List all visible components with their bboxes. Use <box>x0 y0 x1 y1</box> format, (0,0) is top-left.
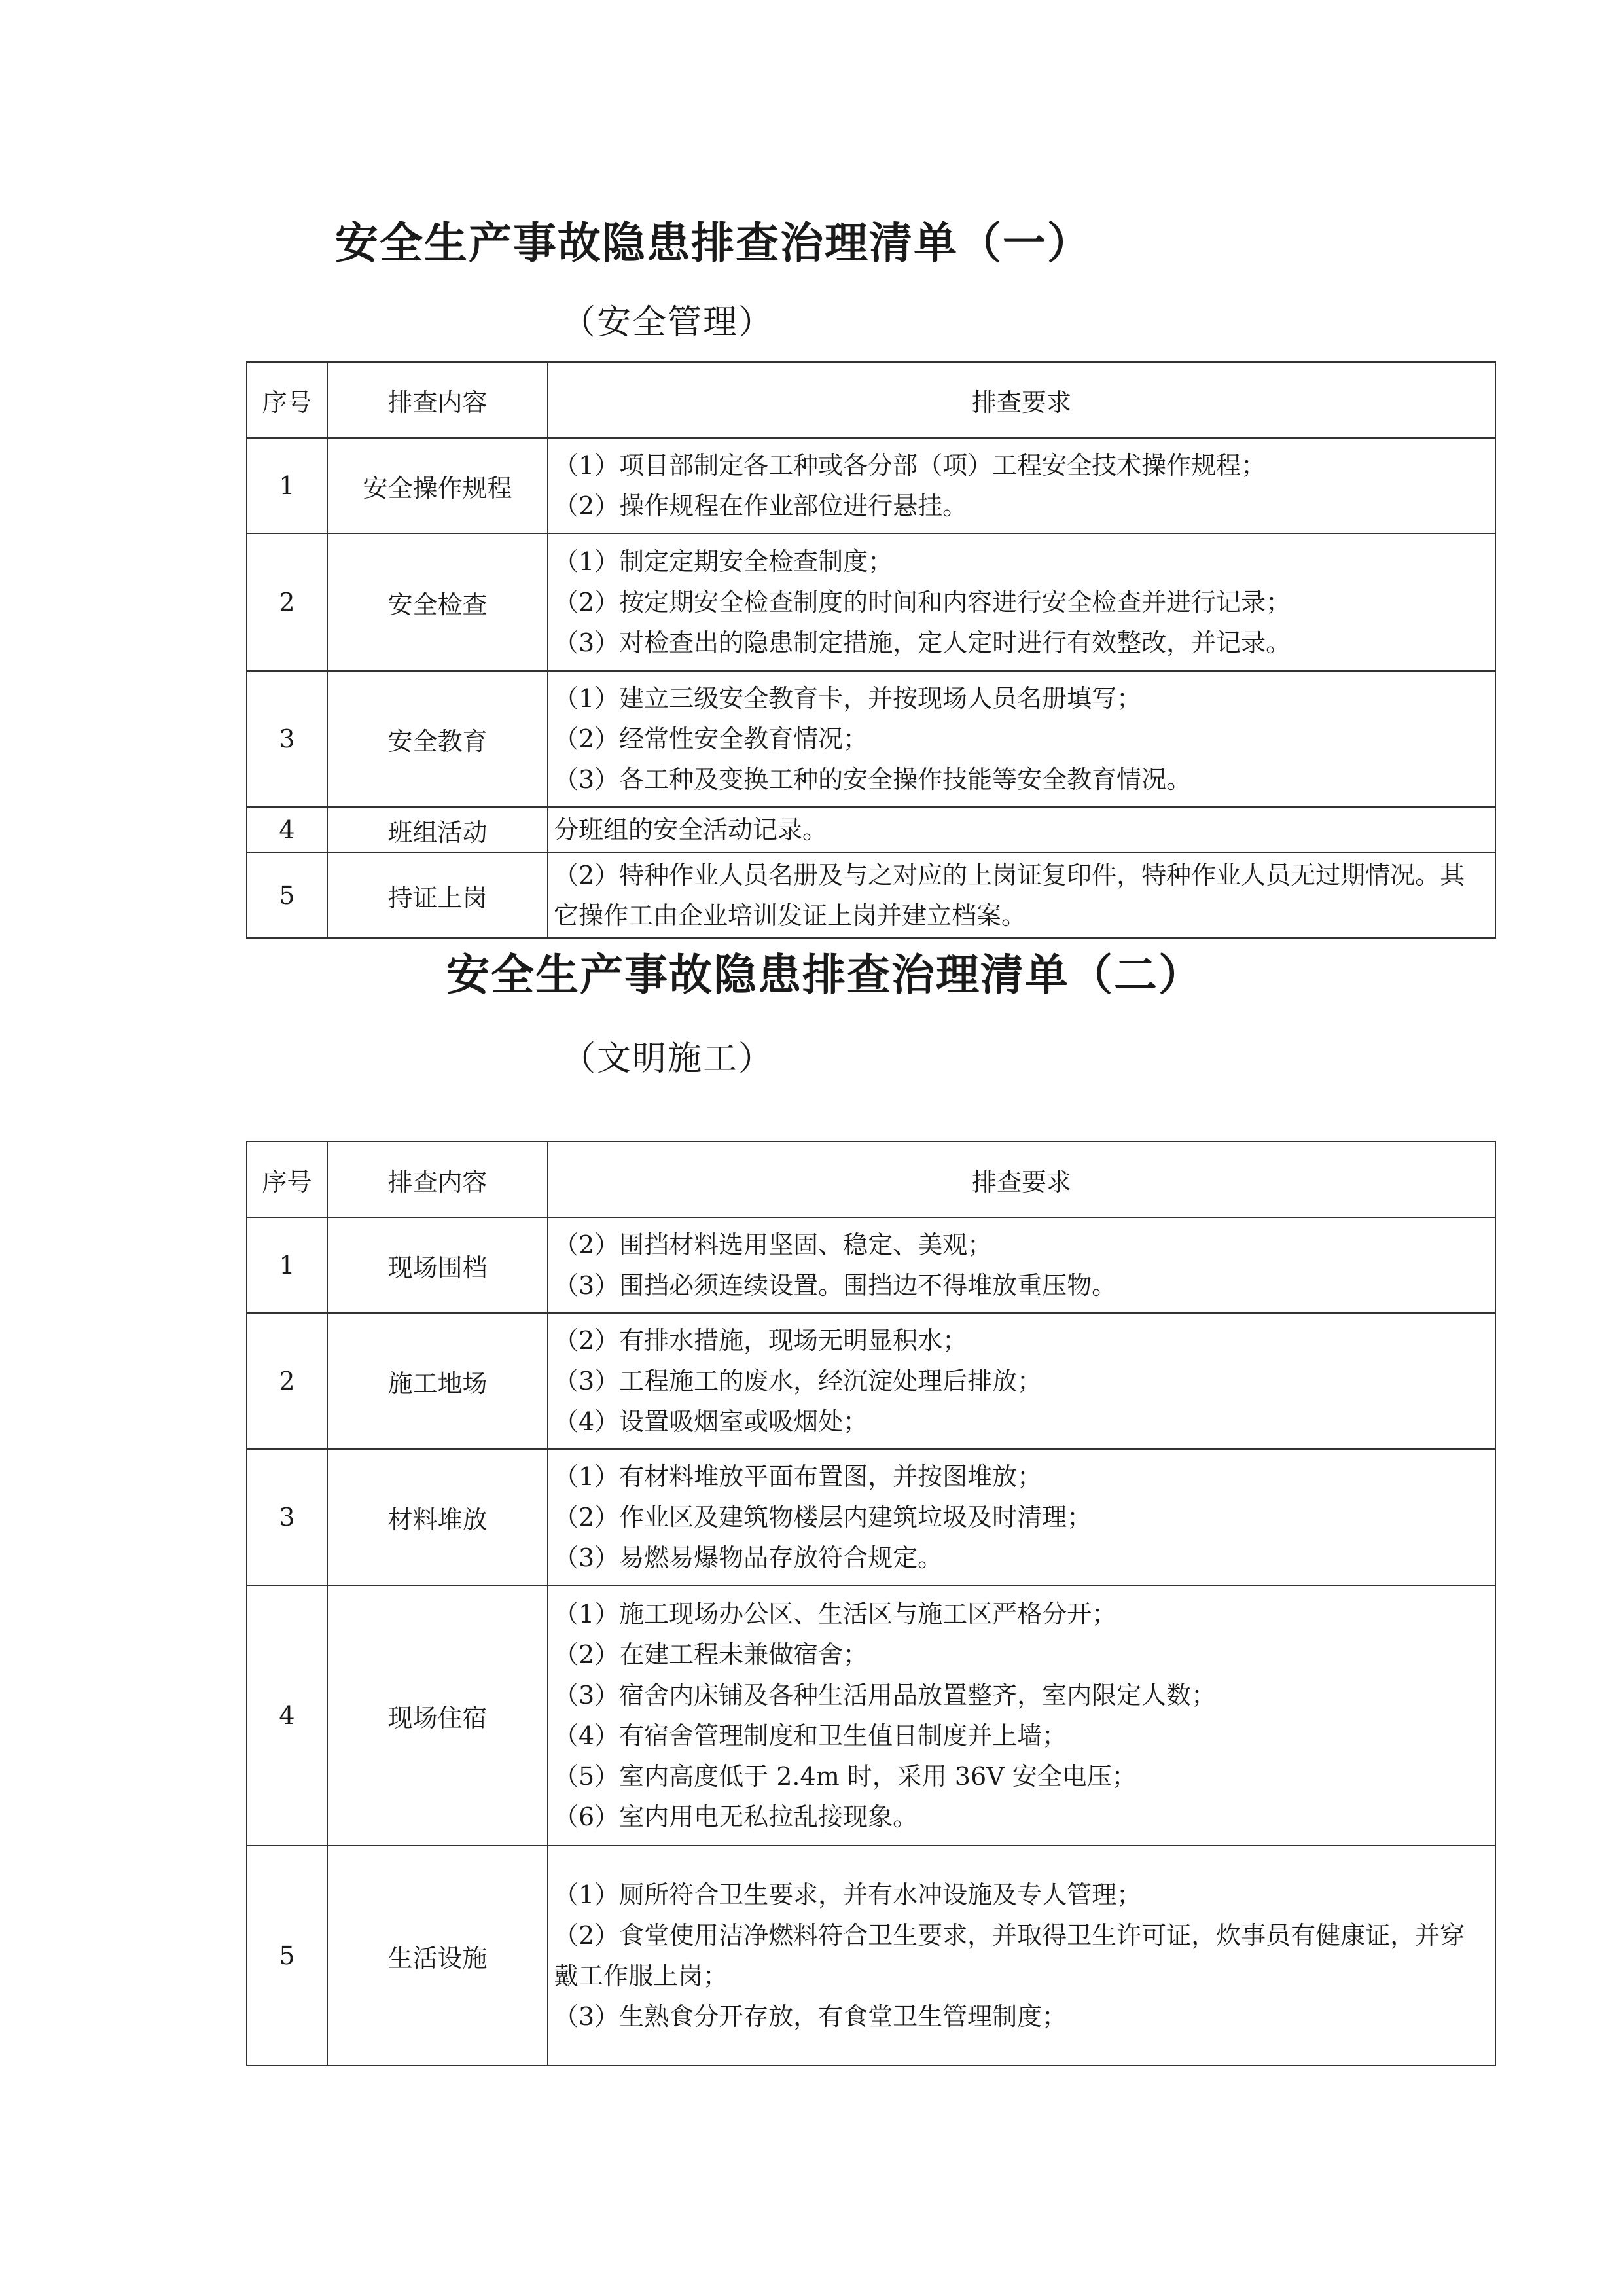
section-2-subtitle: （文明施工） <box>561 1039 774 1079</box>
table-row <box>247 1585 1495 1846</box>
section-2-table <box>246 1141 1496 2066</box>
row-requirement <box>548 438 1495 533</box>
row-no: 2 <box>247 1313 327 1449</box>
row-item: 材料堆放 <box>327 1449 548 1585</box>
row-no: 3 <box>247 671 327 807</box>
requirement-line: （3）各工种及变换工种的安全操作技能等安全教育情况。 <box>554 765 1192 794</box>
table-row <box>247 1313 1495 1449</box>
row-requirement <box>548 1585 1495 1846</box>
row-requirement <box>548 1217 1495 1313</box>
section-1-subtitle: （安全管理） <box>561 303 774 342</box>
row-requirement <box>548 533 1495 671</box>
requirement-line: （6）室内用电无私拉乱接现象。 <box>554 1803 918 1831</box>
requirement-line: （3）生熟食分开存放，有食堂卫生管理制度； <box>554 2002 1067 2031</box>
requirement-line: （3）工程施工的废水，经沉淀处理后排放； <box>554 1367 1043 1395</box>
row-no: 4 <box>247 807 327 853</box>
table-row <box>247 1846 1495 2066</box>
requirement-line: （2）特种作业人员名册及与之对应的上岗证复印件，特种作业人员无过期情况。其它操作工由企业培训发证上岗并建立档案。 <box>554 861 1465 930</box>
row-requirement <box>548 1313 1495 1449</box>
requirement-line: （2）有排水措施，现场无明显积水； <box>554 1326 968 1355</box>
table-header-row <box>247 362 1495 438</box>
requirement-line: （2）作业区及建筑物楼层内建筑垃圾及时清理； <box>554 1503 1092 1532</box>
row-item: 现场围档 <box>327 1217 548 1313</box>
row-item: 施工地场 <box>327 1313 548 1449</box>
row-requirement <box>548 671 1495 807</box>
requirement-line: （3）宿舍内床铺及各种生活用品放置整齐，室内限定人数； <box>554 1681 1217 1710</box>
row-no: 5 <box>247 1846 327 2066</box>
row-item: 安全操作规程 <box>327 438 548 533</box>
requirement-line: （2）围挡材料选用坚固、稳定、美观； <box>554 1230 993 1259</box>
section-1-table <box>246 361 1496 939</box>
requirement-line: （1）项目部制定各工种或各分部（项）工程安全技术操作规程； <box>554 451 1266 480</box>
table-header-row <box>247 1141 1495 1217</box>
requirement-line: （1）建立三级安全教育卡，并按现场人员名册填写； <box>554 684 1142 713</box>
header-no: 序号 <box>247 362 327 438</box>
table-row <box>247 1449 1495 1585</box>
requirement-line: （5）室内高度低于 2.4m 时，采用 36V 安全电压； <box>554 1762 1137 1791</box>
requirement-line: （3）易燃易爆物品存放符合规定。 <box>554 1543 943 1572</box>
header-item: 排查内容 <box>327 1141 548 1217</box>
requirement-line: （4）有宿舍管理制度和卫生值日制度并上墙； <box>554 1721 1067 1750</box>
row-no: 1 <box>247 438 327 533</box>
section-2-title: 安全生产事故隐患排查治理清单（二） <box>446 950 1203 1000</box>
requirement-line: （1）有材料堆放平面布置图，并按图堆放； <box>554 1462 1043 1491</box>
requirement-line: （1）厕所符合卫生要求，并有水冲设施及专人管理； <box>554 1880 1142 1909</box>
requirement-line: （2）操作规程在作业部位进行悬挂。 <box>554 492 968 520</box>
row-no: 1 <box>247 1217 327 1313</box>
header-no: 序号 <box>247 1141 327 1217</box>
table-row <box>247 671 1495 807</box>
table-row <box>247 533 1495 671</box>
row-no: 3 <box>247 1449 327 1585</box>
row-requirement <box>548 807 1495 853</box>
requirement-line: （2）按定期安全检查制度的时间和内容进行安全检查并进行记录； <box>554 588 1291 617</box>
table-row <box>247 853 1495 938</box>
section-1-title: 安全生产事故隐患排查治理清单（一） <box>335 218 1092 268</box>
row-no: 5 <box>247 853 327 938</box>
requirement-line: （2）在建工程未兼做宿舍； <box>554 1640 868 1669</box>
header-requirement: 排查要求 <box>548 1141 1495 1217</box>
requirement-line: （1）施工现场办公区、生活区与施工区严格分开； <box>554 1600 1117 1628</box>
requirement-line: （3）对检查出的隐患制定措施，定人定时进行有效整改，并记录。 <box>554 628 1291 657</box>
row-item: 安全检查 <box>327 533 548 671</box>
requirement-line: （3）围挡必须连续设置。围挡边不得堆放重压物。 <box>554 1271 1117 1300</box>
row-item: 持证上岗 <box>327 853 548 938</box>
row-requirement <box>548 1449 1495 1585</box>
requirement-line: （1）制定定期安全检查制度； <box>554 547 893 576</box>
row-item: 安全教育 <box>327 671 548 807</box>
row-requirement <box>548 1846 1495 2066</box>
requirement-line: （4）设置吸烟室或吸烟处； <box>554 1407 868 1436</box>
row-item: 现场住宿 <box>327 1585 548 1846</box>
table-row <box>247 807 1495 853</box>
row-item: 生活设施 <box>327 1846 548 2066</box>
requirement-line: 分班组的安全活动记录。 <box>554 816 828 844</box>
header-item: 排查内容 <box>327 362 548 438</box>
row-no: 4 <box>247 1585 327 1846</box>
table-row <box>247 1217 1495 1313</box>
row-item: 班组活动 <box>327 807 548 853</box>
table-row <box>247 438 1495 533</box>
row-no: 2 <box>247 533 327 671</box>
requirement-line: （2）食堂使用洁净燃料符合卫生要求，并取得卫生许可证，炊事员有健康证，并穿戴工作服上岗； <box>554 1921 1465 1990</box>
header-requirement: 排查要求 <box>548 362 1495 438</box>
row-requirement <box>548 853 1495 938</box>
requirement-line: （2）经常性安全教育情况； <box>554 725 868 753</box>
